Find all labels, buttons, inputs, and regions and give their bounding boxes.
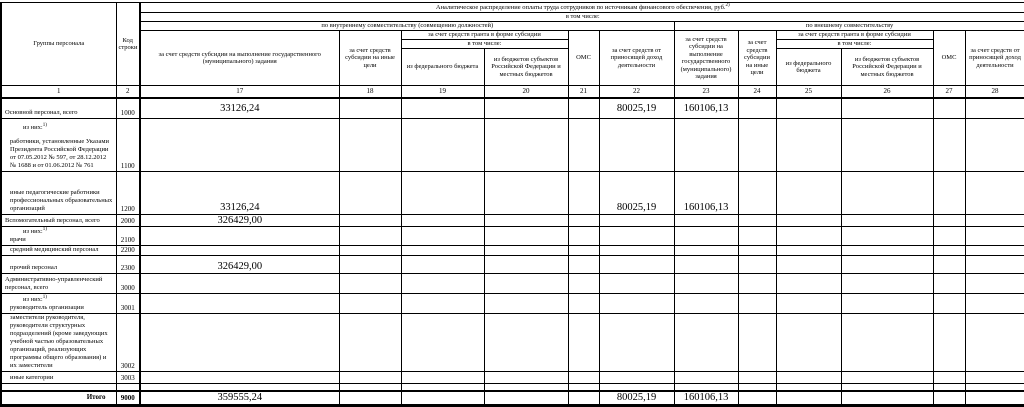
cell-value — [339, 372, 401, 384]
cell-value — [140, 372, 339, 384]
cell-label — [1, 98, 116, 119]
cell-code: 2000 — [116, 215, 140, 227]
cell-value — [484, 391, 568, 406]
footnote-mark: 1) — [42, 226, 47, 232]
cell-value — [933, 314, 965, 372]
cell-code: 3003 — [116, 372, 140, 384]
cell-value: 359555,24 — [140, 391, 339, 406]
cell-value — [401, 215, 484, 227]
prefix-text: из них: — [23, 296, 43, 303]
cell-value — [776, 294, 841, 314]
header-ext-federal: из федерального бюджета — [776, 49, 841, 86]
col-num: 28 — [965, 86, 1024, 98]
cell-value — [568, 246, 599, 256]
cell-value — [965, 294, 1024, 314]
cell-value — [776, 98, 841, 119]
cell-value — [933, 246, 965, 256]
cell-value — [401, 98, 484, 119]
cell-value — [568, 372, 599, 384]
cell-value: 160106,13 — [674, 172, 738, 215]
cell-value — [776, 314, 841, 372]
table-row — [1, 98, 1024, 119]
cell-value — [484, 274, 568, 294]
header-int-income: за счет средств от приносящей доход деятельности — [599, 31, 674, 86]
row-label: руководитель организации — [10, 304, 84, 311]
cell-label — [1, 246, 116, 256]
cell-code: 1100 — [116, 119, 140, 172]
cell-value — [140, 294, 339, 314]
header-including-all: в том числе: — [140, 13, 1024, 22]
col-num: 25 — [776, 86, 841, 98]
header-ext-subsidy-other: за счет средств субсидии на иные цели — [738, 31, 776, 86]
cell-value — [568, 294, 599, 314]
cell-value — [674, 274, 738, 294]
cell-value — [599, 215, 674, 227]
cell-value — [841, 215, 933, 227]
cell-value — [401, 172, 484, 215]
cell-value — [140, 246, 339, 256]
col-num: 17 — [140, 86, 339, 98]
col-num: 22 — [599, 86, 674, 98]
cell-value — [484, 256, 568, 274]
cell-value — [776, 274, 841, 294]
cell-value — [965, 256, 1024, 274]
cell-value — [738, 256, 776, 274]
cell-value — [841, 246, 933, 256]
payroll-distribution-table — [0, 2, 1024, 407]
cell-value — [484, 372, 568, 384]
cell-label — [1, 384, 116, 391]
cell-value — [965, 314, 1024, 372]
column-numbers-row — [1, 86, 1024, 98]
header-ext-subsidy-task: за счет средств субсидии на выполнение государственного (муниципального) задания — [674, 31, 738, 86]
cell-label — [1, 314, 116, 372]
cell-value — [933, 372, 965, 384]
cell-value — [933, 294, 965, 314]
cell-value — [599, 314, 674, 372]
cell-value: 160106,13 — [674, 98, 738, 119]
cell-label — [1, 172, 116, 215]
cell-value — [738, 227, 776, 246]
cell-value — [484, 246, 568, 256]
cell-value — [776, 391, 841, 406]
cell-value — [965, 391, 1024, 406]
cell-value — [674, 384, 738, 391]
cell-value — [568, 172, 599, 215]
cell-value — [738, 172, 776, 215]
cell-value — [401, 227, 484, 246]
col-num: 1 — [1, 86, 116, 98]
table-row — [1, 314, 1024, 372]
header-ext-income: за счет средств от приносящей доход деятельности — [965, 31, 1024, 86]
table-row — [1, 215, 1024, 227]
cell-value — [776, 172, 841, 215]
header-row-title — [1, 3, 1024, 13]
cell-value — [674, 215, 738, 227]
cell-value — [339, 215, 401, 227]
footnote-mark: 1) — [42, 122, 47, 128]
cell-value — [965, 274, 1024, 294]
header-ext-regional: из бюджетов субъектов Российской Федерации и местных бюджетов — [841, 49, 933, 86]
cell-value — [568, 314, 599, 372]
cell-value — [841, 227, 933, 246]
cell-code: 1200 — [116, 172, 140, 215]
cell-code: 2300 — [116, 256, 140, 274]
cell-value — [599, 294, 674, 314]
cell-value — [401, 246, 484, 256]
cell-value — [776, 246, 841, 256]
cell-value — [568, 227, 599, 246]
cell-value — [841, 372, 933, 384]
cell-value — [568, 215, 599, 227]
cell-value — [965, 98, 1024, 119]
cell-value: 80025,19 — [599, 98, 674, 119]
cell-value: 326429,00 — [140, 215, 339, 227]
table-row — [1, 274, 1024, 294]
cell-value — [776, 215, 841, 227]
cell-value — [933, 172, 965, 215]
cell-value — [738, 372, 776, 384]
table-row — [1, 227, 1024, 246]
cell-label — [1, 274, 116, 294]
cell-value — [484, 227, 568, 246]
table-title — [140, 3, 1024, 13]
cell-value — [401, 372, 484, 384]
cell-value: 33126,24 — [140, 172, 339, 215]
table-row — [1, 294, 1024, 314]
cell-value — [339, 119, 401, 172]
cell-value — [738, 246, 776, 256]
cell-value — [738, 274, 776, 294]
cell-value — [776, 384, 841, 391]
cell-value — [933, 215, 965, 227]
cell-value — [738, 314, 776, 372]
table-row — [1, 256, 1024, 274]
cell-value — [965, 384, 1024, 391]
cell-value — [484, 314, 568, 372]
cell-value — [339, 246, 401, 256]
cell-value — [933, 256, 965, 274]
table-row — [1, 246, 1024, 256]
prefix-text: из них: — [23, 228, 43, 235]
table-row — [1, 172, 1024, 215]
cell-label — [1, 391, 116, 406]
cell-code: 1000 — [116, 98, 140, 119]
cell-value — [401, 256, 484, 274]
row-label: врачи — [10, 236, 26, 243]
cell-value — [568, 391, 599, 406]
cell-value — [933, 98, 965, 119]
cell-value — [339, 172, 401, 215]
cell-value — [568, 274, 599, 294]
cell-code: 9000 — [116, 391, 140, 406]
row-label: средний медицинский персонал — [10, 246, 99, 253]
header-int-subsidy-other: за счет средств субсидии на иные цели — [339, 31, 401, 86]
cell-value — [568, 384, 599, 391]
cell-value — [965, 372, 1024, 384]
cell-code: 3002 — [116, 314, 140, 372]
cell-value — [965, 172, 1024, 215]
header-int-regional: из бюджетов субъектов Российской Федерации и местных бюджетов — [484, 49, 568, 86]
cell-value — [776, 119, 841, 172]
header-ext-grant-including: в том числе: — [776, 40, 933, 49]
cell-value — [401, 294, 484, 314]
cell-value: 326429,00 — [140, 256, 339, 274]
prefix-text: из них: — [23, 124, 43, 131]
cell-value: 160106,13 — [674, 391, 738, 406]
col-num: 27 — [933, 86, 965, 98]
cell-value — [776, 372, 841, 384]
cell-value — [841, 294, 933, 314]
header-row-including — [1, 13, 1024, 22]
cell-value — [965, 215, 1024, 227]
cell-value — [776, 256, 841, 274]
cell-value — [738, 384, 776, 391]
header-external: по внешнему совместительству — [674, 22, 1024, 31]
cell-value — [401, 274, 484, 294]
cell-value — [738, 391, 776, 406]
cell-value — [401, 119, 484, 172]
header-code: Код строки — [116, 3, 140, 86]
cell-label — [1, 119, 116, 172]
cell-value — [674, 119, 738, 172]
cell-value — [140, 227, 339, 246]
cell-value — [401, 391, 484, 406]
cell-value: 80025,19 — [599, 172, 674, 215]
cell-code: 2100 — [116, 227, 140, 246]
cell-value — [484, 119, 568, 172]
cell-value: 33126,24 — [140, 98, 339, 119]
row-label: прочий персонал — [10, 264, 58, 271]
cell-value — [599, 384, 674, 391]
cell-value — [674, 227, 738, 246]
cell-label — [1, 227, 116, 246]
row-label: заместители руководителя, руководители структурных подразделений (кроме заведующих учебной частью образовательных организаций, реализующих программы общего образования) и их заместители — [10, 314, 108, 369]
header-internal: по внутреннему совместительству (совмещению должностей) — [140, 22, 674, 31]
footnote-mark: 1) — [42, 294, 47, 300]
header-ext-grant: за счет средств гранта в форме субсидии — [776, 31, 933, 40]
cell-value — [140, 119, 339, 172]
cell-value — [339, 227, 401, 246]
col-num: 18 — [339, 86, 401, 98]
cell-value — [933, 384, 965, 391]
col-num: 26 — [841, 86, 933, 98]
table-row — [1, 119, 1024, 172]
cell-value — [933, 119, 965, 172]
cell-value — [339, 384, 401, 391]
cell-value — [484, 98, 568, 119]
cell-value — [933, 227, 965, 246]
cell-value — [933, 391, 965, 406]
table-row-empty — [1, 384, 1024, 391]
cell-value — [965, 227, 1024, 246]
cell-value — [339, 274, 401, 294]
row-label: иные категории — [10, 374, 54, 381]
header-int-federal: из федерального бюджета — [401, 49, 484, 86]
cell-value — [776, 227, 841, 246]
cell-value — [841, 119, 933, 172]
cell-label — [1, 215, 116, 227]
row-sublabel-prefix — [23, 124, 114, 132]
cell-value — [599, 119, 674, 172]
row-sublabel-prefix — [23, 228, 114, 236]
cell-value — [339, 256, 401, 274]
cell-value — [965, 119, 1024, 172]
cell-value — [484, 172, 568, 215]
header-int-grant-including: в том числе: — [401, 40, 568, 49]
cell-value — [674, 294, 738, 314]
table-title-text: Аналитическое распределение оплаты труда сотрудников по источникам финансового обеспечения, руб. — [435, 3, 726, 11]
cell-value — [738, 119, 776, 172]
col-num: 19 — [401, 86, 484, 98]
cell-value — [841, 391, 933, 406]
cell-code: 3000 — [116, 274, 140, 294]
row-label: работники, установленные Указами Президента Российской Федерации от 07.05.2012 № 597, от 28.12.2012 № 1688 и от 01.06.2012 № 761 — [10, 138, 109, 169]
cell-value — [140, 384, 339, 391]
row-label: Административно-управленческий персонал, всего — [5, 276, 103, 291]
cell-value — [339, 98, 401, 119]
cell-value — [674, 246, 738, 256]
col-num: 24 — [738, 86, 776, 98]
cell-value — [599, 372, 674, 384]
col-num: 21 — [568, 86, 599, 98]
cell-value — [738, 98, 776, 119]
cell-value — [841, 172, 933, 215]
row-label: иные педагогические работники профессиональных образовательных организаций — [10, 189, 113, 212]
cell-value — [841, 98, 933, 119]
cell-value — [140, 274, 339, 294]
cell-value: 80025,19 — [599, 391, 674, 406]
row-sublabel-prefix — [23, 296, 114, 304]
col-num: 2 — [116, 86, 140, 98]
cell-value — [841, 274, 933, 294]
cell-value — [965, 246, 1024, 256]
cell-value — [140, 314, 339, 372]
header-ext-oms: ОМС — [933, 31, 965, 86]
cell-label — [1, 372, 116, 384]
header-int-subsidy-task: за счет средств субсидии на выполнение государственного (муниципального) задания — [140, 31, 339, 86]
col-num: 23 — [674, 86, 738, 98]
cell-value — [484, 294, 568, 314]
cell-code: 2200 — [116, 246, 140, 256]
cell-value — [339, 391, 401, 406]
cell-value — [568, 98, 599, 119]
row-label: Основной персонал, всего — [5, 109, 78, 116]
cell-value — [401, 314, 484, 372]
cell-code — [116, 384, 140, 391]
cell-value — [738, 215, 776, 227]
cell-value — [599, 274, 674, 294]
cell-value — [674, 314, 738, 372]
cell-value — [841, 384, 933, 391]
cell-value — [841, 256, 933, 274]
cell-value — [674, 256, 738, 274]
cell-label — [1, 256, 116, 274]
cell-value — [674, 372, 738, 384]
cell-value — [568, 256, 599, 274]
cell-value — [738, 294, 776, 314]
header-row-sources — [1, 31, 1024, 40]
row-label: Вспомогательный персонал, всего — [5, 217, 100, 224]
cell-value — [339, 294, 401, 314]
row-label: Итого — [86, 393, 106, 402]
cell-value — [599, 227, 674, 246]
cell-code: 3001 — [116, 294, 140, 314]
cell-value — [599, 256, 674, 274]
cell-value — [841, 314, 933, 372]
total-row — [1, 391, 1024, 406]
header-row-groups — [1, 22, 1024, 31]
cell-value — [484, 384, 568, 391]
header-int-oms: ОМС — [568, 31, 599, 86]
header-groups: Группы персонала — [1, 3, 116, 86]
table-row — [1, 372, 1024, 384]
cell-value — [599, 246, 674, 256]
cell-value — [933, 274, 965, 294]
cell-value — [401, 384, 484, 391]
cell-value — [484, 215, 568, 227]
cell-label — [1, 294, 116, 314]
title-footnote-mark: 2) — [725, 2, 730, 8]
cell-value — [339, 314, 401, 372]
header-int-grant: за счет средств гранта в форме субсидии — [401, 31, 568, 40]
col-num: 20 — [484, 86, 568, 98]
cell-value — [568, 119, 599, 172]
